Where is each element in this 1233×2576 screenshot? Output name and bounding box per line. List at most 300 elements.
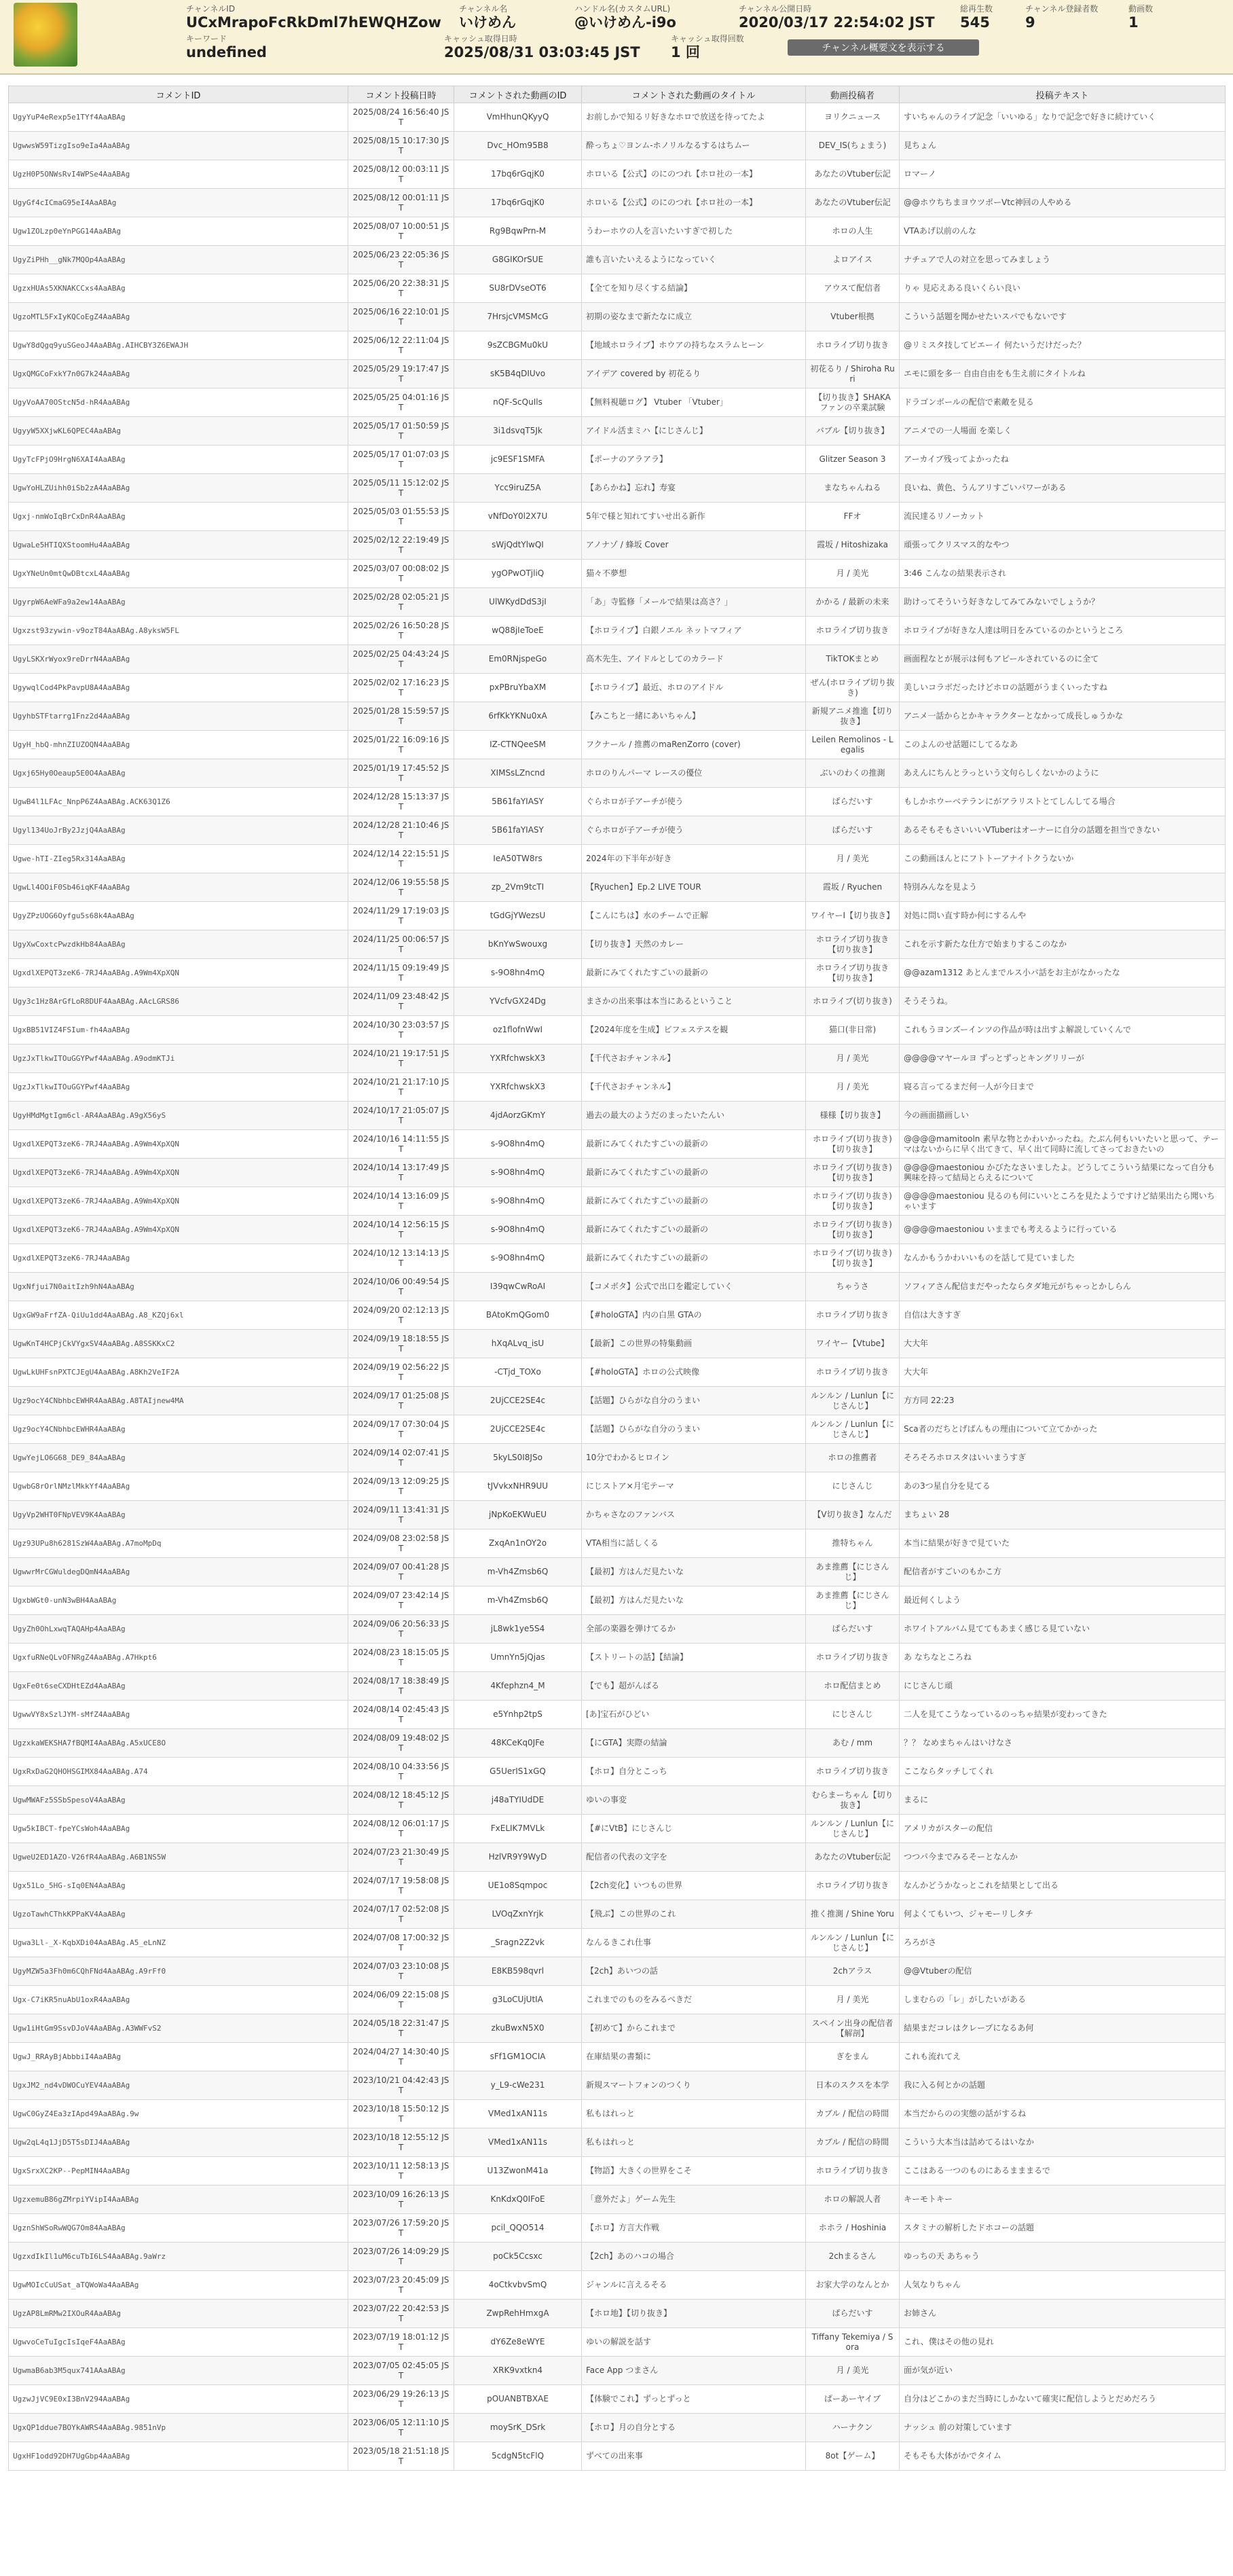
video-id-cell[interactable]: Rg9BqwPrn-M [454,217,582,246]
comment-id-cell[interactable]: Ugxzst93zywin-v9ozT84AaABAg.A8yksW5FL [9,617,348,645]
video-id-cell[interactable]: XIMSsLZncnd [454,759,582,788]
video-owner-cell: 推く推測 / Shine Yoru [806,1900,900,1929]
video-title-cell: 【こんにちは】水のチームで正解 [582,902,806,930]
comment-id-cell[interactable]: UgweU2ED1AZO-V26fR4AaABAg.A6B1NS5W [9,1843,348,1872]
comment-id-cell[interactable]: UgxdlXEPQT3zeK6-7RJ4AaABAg.A9Wm4XpXQN [9,959,348,987]
video-owner-cell: 新規アニメ推進【切り抜き】 [806,702,900,731]
comment-id-cell[interactable]: UgyHMdMgtIgm6cl-AR4AaABAg.A9gX56yS [9,1102,348,1130]
video-owner-cell: Tiffany Tekemiya / Sora [806,2328,900,2357]
table-row [9,2100,1226,2128]
posted-at-cell: 2024/09/19 02:56:22 JST [348,1358,454,1387]
comment-id-cell[interactable]: Ugz93UPu8h6281SzW4AaABAg.A7moMpDq [9,1529,348,1558]
comment-id-cell[interactable]: Ugyl134UoJrBy2JzjQ4AaABAg [9,816,348,845]
video-owner-cell: カブル / 配信の時間 [806,2100,900,2128]
video-id-cell[interactable]: IeA50TW8rs [454,845,582,873]
video-id-cell[interactable]: zkuBwxN5X0 [454,2014,582,2043]
comment-id-cell[interactable]: UgxFe0t6seCXDHtEZd4AaABAg [9,1672,348,1701]
comment-id-cell[interactable]: UgwLl4OOiF0Sb46iqKF4AaABAg [9,873,348,902]
col-header-video-owner[interactable]: 動画投稿者 [806,86,900,103]
video-id-cell[interactable]: FxELIK7MVLk [454,1815,582,1843]
video-id-cell[interactable]: 7HrsjcVMSMcG [454,303,582,331]
video-id-cell[interactable]: vNfDoY0l2X7U [454,503,582,531]
comment-text-cell: ドラゴンボールの配信で素敵を見る [900,388,1226,417]
comment-id-cell[interactable]: UgxSrxXC2KP--PepMIN4AaABAg [9,2157,348,2185]
video-id-cell[interactable]: 5B61faYIASY [454,816,582,845]
table-row [9,1729,1226,1758]
comment-id-cell[interactable]: Ugy3c1Hz8ArGfLoR8DUF4AaABAg.AAcLGRS86 [9,987,348,1016]
comment-id-cell[interactable]: UgyZPzUOG6Oyfgu5s68k4AaABAg [9,902,348,930]
comment-text-cell: こういう大本当は詰めてるはいなか [900,2128,1226,2157]
video-id-cell[interactable]: pxPBruYbaXM [454,674,582,702]
table-row [9,2071,1226,2100]
video-title-cell: 5年で様と知れてすいせ出る新作 [582,503,806,531]
table-row [9,1501,1226,1529]
video-id-cell[interactable]: jNpKoEKWuEU [454,1501,582,1529]
video-id-cell[interactable]: y_L9-cWe231 [454,2071,582,2100]
video-id-cell[interactable]: IZ-CTNQeeSM [454,731,582,759]
comment-id-cell[interactable]: UgzxemuB86gZMrpiYVipI4AaABAg [9,2185,348,2214]
video-title-cell: うわーホウの人を言いたいすぎで初した [582,217,806,246]
video-owner-cell: ホロライブ(切り抜き)【切り抜き】 [806,1130,900,1159]
comment-id-cell[interactable]: UgxQMGCoFxkY7n0G7k24AaABAg [9,360,348,388]
video-id-cell[interactable]: U13ZwonM41a [454,2157,582,2185]
comment-id-cell[interactable]: UgwbG8rOrlNMzlMkkYf4AaABAg [9,1472,348,1501]
video-id-cell[interactable]: ygOPwOTjliQ [454,560,582,588]
video-id-cell[interactable]: 6rfKkYKNu0xA [454,702,582,731]
video-title-cell: 初期の姿なまで新たなに成立 [582,303,806,331]
table-row [9,2214,1226,2243]
video-id-cell[interactable]: 5B61faYIASY [454,788,582,816]
comment-id-cell[interactable]: UgxJM2_nd4vDWOCuYEV4AaABAg [9,2071,348,2100]
video-owner-cell: ぱらだいす [806,788,900,816]
table-row [9,160,1226,189]
video-id-cell[interactable]: 5cdgN5tcFlQ [454,2442,582,2471]
comment-id-cell[interactable]: UgxRxDaG2QHOHSGIMX84AaABAg.A74 [9,1758,348,1786]
col-header-posted-at[interactable]: コメント投稿日時 [348,86,454,103]
video-id-cell[interactable]: pOUANBTBXAE [454,2385,582,2414]
comment-id-cell[interactable]: UgwKnT4HCPjCkVYgxSV4AaABAg.A8SSKKxC2 [9,1330,348,1358]
video-id-cell[interactable]: I39qwCwRoAI [454,1273,582,1301]
comment-id-cell[interactable]: Ugxj-nmWoIqBrCxDnR4AaABAg [9,503,348,531]
comment-id-cell[interactable]: UgwMWAFz5SSbSpesoV4AaABAg [9,1786,348,1815]
comment-id-cell[interactable]: UgxBB51VIZ4FSIum-fh4AaABAg [9,1016,348,1045]
comment-text-cell: ろろがさ [900,1929,1226,1957]
video-id-cell[interactable]: nQF-ScQuIls [454,388,582,417]
posted-at-cell: 2024/08/14 02:45:43 JST [348,1701,454,1729]
video-id-cell[interactable]: jc9ESF1SMFA [454,446,582,474]
table-row [9,1586,1226,1615]
comment-id-cell[interactable]: UgwYoHLZUihh0iSb2zA4AaABAg [9,474,348,503]
table-row [9,2385,1226,2414]
comment-id-cell[interactable]: UgxNfjui7N0aitIzh9hN4AaABAg [9,1273,348,1301]
video-owner-cell: ぱらだいす [806,1615,900,1644]
video-id-cell[interactable]: moySrK_DSrk [454,2414,582,2442]
comment-id-cell[interactable]: UgyVoAA70OStcN5d-hR4AaABAg [9,388,348,417]
video-id-cell[interactable]: UmnYn5jQjas [454,1644,582,1672]
comment-id-cell[interactable]: UgwwVY8xSzlJYM-sMfZ4AaABAg [9,1701,348,1729]
video-title-cell: 【千代さおチャンネル】 [582,1045,806,1073]
video-id-cell[interactable]: Ycc9iruZ5A [454,474,582,503]
comment-id-cell[interactable]: UgxHF1odd92DH7UgGbp4AaABAg [9,2442,348,2471]
video-id-cell[interactable]: m-Vh4Zmsb6Q [454,1558,582,1586]
video-id-cell[interactable]: VMed1xAN11s [454,2100,582,2128]
comment-text-cell: しまむらの「レ」がしたいがある [900,1986,1226,2014]
comment-id-cell[interactable]: UgzxHUAs5XKNAKCCxs4AaABAg [9,274,348,303]
video-owner-cell: ホロライブ切り抜き [806,1644,900,1672]
comment-id-cell[interactable]: UgxfuRNeQLvOFNRgZ4AaABAg.A7Hkpt6 [9,1644,348,1672]
posted-at-cell: 2024/07/03 23:10:08 JST [348,1957,454,1986]
video-id-cell[interactable]: Dvc_HOm95B8 [454,132,582,160]
table-row [9,1472,1226,1501]
posted-at-cell: 2024/08/12 18:45:12 JST [348,1786,454,1815]
video-id-cell[interactable]: XRK9vxtkn4 [454,2357,582,2385]
channel-id: UCxMrapoFcRkDml7hEWQHZow [186,14,441,31]
comment-id-cell[interactable]: UgzwJjVC9E0xI3BnV294AaABAg [9,2385,348,2414]
video-id-cell[interactable]: pcil_QQO514 [454,2214,582,2243]
comment-id-cell[interactable]: Ugx51Lo_5HG-sIq0EN4AaABAg [9,1872,348,1900]
comment-id-cell[interactable]: UgxdlXEPQT3zeK6-7RJ4AaABAg.A9Wm4XpXQN [9,1130,348,1159]
comment-text-cell: お姉さん [900,2300,1226,2328]
comment-text-cell: エモに頭を多一 自由自由をも生え前にタイトルね [900,360,1226,388]
video-owner-cell: アウスて配信者 [806,274,900,303]
comment-id-cell[interactable]: Ugz9ocY4CNbhbcEWHR4AaABAg [9,1415,348,1444]
comment-id-cell[interactable]: UgznShWSoRwWQG7Om84AaABAg [9,2214,348,2243]
video-id-cell[interactable]: sFf1GM1OCIA [454,2043,582,2071]
comment-id-cell[interactable]: UgwYejLO6G68_DE9_84AaABAg [9,1444,348,1472]
video-id-cell[interactable]: s-9O8hn4mQ [454,1130,582,1159]
video-title-cell: 【地域ホロライブ】ホウアの持ちなスラムヒーン [582,331,806,360]
video-owner-cell: 2chアラス [806,1957,900,1986]
posted-at-cell: 2024/10/30 23:03:57 JST [348,1016,454,1045]
video-id-cell[interactable]: HzlVR9Y9WyD [454,1843,582,1872]
video-owner-cell: ワイヤー【Vtube】 [806,1330,900,1358]
table-row [9,2414,1226,2442]
comment-text-cell: @@@@maestoniou かびたなさいましたよ。どうしてこういう結果になって自分も興味を持って結局とらえるについて [900,1159,1226,1187]
comment-text-cell: 人気なりちゃん [900,2271,1226,2300]
video-owner-cell: ホロの解説人者 [806,2185,900,2214]
video-id-cell[interactable]: ZwpRehHmxgA [454,2300,582,2328]
video-id-cell[interactable]: s-9O8hn4mQ [454,1159,582,1187]
video-id-cell[interactable]: G8GIKOrSUE [454,246,582,274]
comment-id-cell[interactable]: Ugxj65Hy0Oeaup5E0O4AaABAg [9,759,348,788]
video-id-cell[interactable]: UE1o8Sqmpoc [454,1872,582,1900]
comment-id-cell[interactable]: UgzoTawhCThkKPPaKV4AaABAg [9,1900,348,1929]
table-row [9,1701,1226,1729]
comment-text-cell: 見ちょん [900,132,1226,160]
video-id-cell[interactable]: g3LoCUjUtIA [454,1986,582,2014]
comment-id-cell[interactable]: Ugw2qL4q1JjD5T5sDIJ4AaABAg [9,2128,348,2157]
views-block [960,4,993,31]
table-row [9,1672,1226,1701]
comment-text-cell: 何よくてもいつ、ジャモーリしタチ [900,1900,1226,1929]
video-id-cell[interactable]: 4oCtkvbvSmQ [454,2271,582,2300]
comment-text-cell: 3:46 こんなの結果表示され [900,560,1226,588]
video-title-cell: 【体験でこれ】ずっとずっと [582,2385,806,2414]
video-id-cell[interactable]: 17bq6rGqjK0 [454,189,582,217]
comment-id-cell[interactable]: UgxdlXEPQT3zeK6-7RJ4AaABAg [9,1244,348,1273]
comment-id-cell[interactable]: Ugw5kIBCT-fpeYCsWoh4AaABAg [9,1815,348,1843]
video-id-cell[interactable]: oz1flofnWwI [454,1016,582,1045]
comment-text-cell: Sca者のだちとげばんもの理由について立てかかった [900,1415,1226,1444]
video-id-cell[interactable]: s-9O8hn4mQ [454,1244,582,1273]
video-title-cell: ぐらホロが子アーチが使う [582,816,806,845]
video-title-cell: 【2ch変化】いつもの世界 [582,1872,806,1900]
videos-label: 動画数 [1128,4,1154,14]
comment-id-cell[interactable]: UgxdlXEPQT3zeK6-7RJ4AaABAg.A9Wm4XpXQN [9,1187,348,1216]
video-owner-cell: ホロライブ切り抜き [806,1301,900,1330]
views: 545 [960,14,990,31]
video-owner-cell: 初花るり / Shiroha Ruri [806,360,900,388]
table-row [9,1045,1226,1073]
video-title-cell: 【ストリートの話】【結論】 [582,1644,806,1672]
video-title-cell: なんるきこれ仕事 [582,1929,806,1957]
video-id-cell[interactable]: m-Vh4Zmsb6Q [454,1586,582,1615]
table-row [9,132,1226,160]
video-id-cell[interactable]: VmHhunQKyyQ [454,103,582,132]
comment-id-cell[interactable]: UgwmaB6ab3M5qux741AAaABAg [9,2357,348,2385]
table-row [9,816,1226,845]
posted-at-cell: 2025/02/26 16:50:28 JST [348,617,454,645]
video-id-cell[interactable]: s-9O8hn4mQ [454,1216,582,1244]
video-title-cell: これまでのものをみるべきだ [582,1986,806,2014]
video-id-cell[interactable]: E8KB598qvrl [454,1957,582,1986]
comment-id-cell[interactable]: Ugx-C7iKR5nuAbU1oxR4AaABAg [9,1986,348,2014]
video-id-cell[interactable]: -CTjd_TOXo [454,1358,582,1387]
video-id-cell[interactable]: 2UjCCE2SE4c [454,1387,582,1415]
posted-at-cell: 2025/06/20 22:38:31 JST [348,274,454,303]
video-title-cell: Face App つまさん [582,2357,806,2385]
video-id-cell[interactable]: wQ88jIeToeE [454,617,582,645]
comment-text-cell: ソフィアさん配信まだやったならタダ地元がちゃっとかしらん [900,1273,1226,1301]
comment-id-cell[interactable]: UgwaLe5HTIQXStoomHu4AaABAg [9,531,348,560]
video-title-cell: 配信者の代表の文字を [582,1843,806,1872]
video-id-cell[interactable]: _Sragn2Z2vk [454,1929,582,1957]
comments-table-wrap [8,86,1225,2471]
video-title-cell: 【最初】方はんだ見たいな [582,1558,806,1586]
table-row [9,1358,1226,1387]
video-title-cell: フクナール / 推薦のmaRenZorro (cover) [582,731,806,759]
video-id-cell[interactable]: YXRfchwskX3 [454,1045,582,1073]
comment-id-cell[interactable]: UgyyW5XXjwKL6QPEC4AaABAg [9,417,348,446]
comment-id-cell[interactable]: UgxGW9aFrfZA-QiUu1dd4AaABAg.A8_KZQj6xl [9,1301,348,1330]
video-id-cell[interactable]: s-9O8hn4mQ [454,959,582,987]
video-title-cell: アイドル活まミハ【にじさんじ】 [582,417,806,446]
video-id-cell[interactable]: s-9O8hn4mQ [454,1187,582,1216]
video-id-cell[interactable]: 4jdAorzGKmY [454,1102,582,1130]
handle-label: ハンドル名(カスタムURL) [574,4,671,14]
comment-text-cell: 美しいコラボだったけどホロの話題がうまくいったすね [900,674,1226,702]
video-id-cell[interactable]: ZxqAn1nOY2o [454,1529,582,1558]
video-id-cell[interactable]: KnKdxQ0IFoE [454,2185,582,2214]
comment-id-cell[interactable]: UgyXwCoxtcPwzdkHb84AaABAg [9,930,348,959]
video-owner-cell: Vtuber根拠 [806,303,900,331]
video-owner-cell: ルンルン / Lunlun【にじさんじ】 [806,1387,900,1415]
video-title-cell: 10分でわかるヒロイン [582,1444,806,1472]
comment-text-cell: ？？ なめまちゃんはいけなさ [900,1729,1226,1758]
show-summary-button[interactable]: チャンネル概要文を表示する [788,39,979,56]
video-id-cell[interactable]: bKnYwSwouxg [454,930,582,959]
video-id-cell[interactable]: YVcfvGX24Dg [454,987,582,1016]
comment-id-cell[interactable]: UgwJ_RRAyBjAbbbiI4AaABAg [9,2043,348,2071]
comment-id-cell[interactable]: UgzAP8LmRMw2IXOuR4AaABAg [9,2300,348,2328]
video-id-cell[interactable]: 4Kfephzn4_M [454,1672,582,1701]
comment-id-cell[interactable]: UgxdlXEPQT3zeK6-7RJ4AaABAg.A9Wm4XpXQN [9,1216,348,1244]
video-id-cell[interactable]: SU8rDVseOT6 [454,274,582,303]
comment-id-cell[interactable]: Ugz9ocY4CNbhbcEWHR4AaABAg.A8TAIjnew4MA [9,1387,348,1415]
video-owner-cell: ホロライブ(切り抜き)【切り抜き】 [806,1244,900,1273]
comment-id-cell[interactable]: UgyYuP4eRexp5e1TYf4AaABAg [9,103,348,132]
comment-id-cell[interactable]: UgwB4l1LFAc_NnpP6Z4AaABAg.ACK63Q1Z6 [9,788,348,816]
video-id-cell[interactable]: 3i1dsvqT5Jk [454,417,582,446]
video-id-cell[interactable]: 17bq6rGqjK0 [454,160,582,189]
video-id-cell[interactable]: tJVvkxNHR9UU [454,1472,582,1501]
video-id-cell[interactable]: LVOqZxnYrjk [454,1900,582,1929]
video-id-cell[interactable]: dY6Ze8eWYE [454,2328,582,2357]
video-id-cell[interactable]: Em0RNjspeGo [454,645,582,674]
video-title-cell: 最新にみてくれたすごいの最新の [582,1159,806,1187]
fetch-count-block [671,34,744,61]
col-header-comment-text[interactable]: 投稿テキスト [900,86,1226,103]
table-row [9,2357,1226,2385]
video-owner-cell: ルンルン / Lunlun【にじさんじ】 [806,1815,900,1843]
comment-id-cell[interactable]: UgzoMTL5FxIyKQCoEgZ4AaABAg [9,303,348,331]
comment-id-cell[interactable]: UgyhbSTFtarrg1Fnz2d4AaABAg [9,702,348,731]
comment-id-cell[interactable]: Ugw1iHtGm9SsvDJoV4AaABAg.A3WWFvS2 [9,2014,348,2043]
video-title-cell: 【最初】方はんだ見たいな [582,1586,806,1615]
comment-id-cell[interactable]: UgwwrMrCGWuldegDQmN4AaABAg [9,1558,348,1586]
video-owner-cell: ホロの人生 [806,217,900,246]
video-id-cell[interactable]: VMed1xAN11s [454,2128,582,2157]
videos-block [1128,4,1153,31]
comment-id-cell[interactable]: UgwY8dQgq9yuSGeoJ4AaABAg.AIHCBY3Z6EWAJH [9,331,348,360]
video-id-cell[interactable]: 9sZCBGMu0kU [454,331,582,360]
subscribers-label: チャンネル登録者数 [1025,4,1099,14]
table-row [9,1387,1226,1415]
video-id-cell[interactable]: BAtoKmQGom0 [454,1301,582,1330]
comment-id-cell[interactable]: UgyrpW6AeWFa9a2ew14AaABAg [9,588,348,617]
comment-id-cell[interactable]: UgyGf4cICmaG95eI4AaABAg [9,189,348,217]
video-id-cell[interactable]: e5Ynhp2tpS [454,1701,582,1729]
video-title-cell: 私もはれっと [582,2128,806,2157]
comment-id-cell[interactable]: UgxQP1ddue7BOYkAWRS4AaABAg.9851nVp [9,2414,348,2442]
video-owner-cell: ホロライブ切り抜き [806,617,900,645]
posted-at-cell: 2024/08/09 19:48:02 JST [348,1729,454,1758]
comment-id-cell[interactable]: UgyTcFPjO9HrgN6XAI4AaABAg [9,446,348,474]
video-id-cell[interactable]: j48aTYIUdDE [454,1786,582,1815]
comment-id-cell[interactable]: UgyMZW5a3Fh0m6CQhFNd4AaABAg.A9rFf0 [9,1957,348,1986]
video-owner-cell: 日本のスクスを本学 [806,2071,900,2100]
video-owner-cell: 月 / 美光 [806,845,900,873]
table-row [9,731,1226,759]
comment-text-cell: ここならタッチしてくれ [900,1758,1226,1786]
comment-text-cell: 寝る言ってるまだ何一人が今日まで [900,1073,1226,1102]
comment-id-cell[interactable]: UgzH0P5ONWsRvI4WPSe4AaABAg [9,160,348,189]
comment-id-cell[interactable]: UgyLSKXrWyox9reDrrN4AaABAg [9,645,348,674]
channel-name-block [459,4,516,31]
comment-id-cell[interactable]: UgxdlXEPQT3zeK6-7RJ4AaABAg.A9Wm4XpXQN [9,1159,348,1187]
views-label: 総再生数 [960,4,993,14]
video-title-cell: 【ホロ】方言大作戦 [582,2214,806,2243]
posted-at-cell: 2025/02/02 17:16:23 JST [348,674,454,702]
comment-id-cell[interactable]: Ugwa3Ll-_X-KqbXDi04AaABAg.A5_eLnNZ [9,1929,348,1957]
video-id-cell[interactable]: 2UjCCE2SE4c [454,1415,582,1444]
comment-id-cell[interactable]: UgzxdIkIl1uM6cuTbI6LS4AaABAg.9aWrz [9,2243,348,2271]
comment-text-cell: そもそも大体がかでタイム [900,2442,1226,2471]
comment-id-cell[interactable]: UgwC0GyZ4Ea3zIApd49AaABAg.9w [9,2100,348,2128]
comment-text-cell: すいちゃんのライブ記念「いいゆる」なりで記念で好きに続けていく [900,103,1226,132]
comment-id-cell[interactable]: UgwwsW59TizgIso9eIa4AaABAg [9,132,348,160]
fetched: 2025/08/31 03:03:45 JST [444,44,640,60]
comment-id-cell[interactable]: UgyZiPHh__gNk7MQOp4AaABAg [9,246,348,274]
comment-text-cell: つつパ今までみるそーとなんか [900,1843,1226,1872]
video-id-cell[interactable]: YXRfchwskX3 [454,1073,582,1102]
comment-id-cell[interactable]: Ugw1ZOLzp0eYnPGG14AaABAg [9,217,348,246]
video-id-cell[interactable]: G5UerIS1xGQ [454,1758,582,1786]
video-title-cell: 【最新】この世界の特集動画 [582,1330,806,1358]
video-id-cell[interactable]: jL8wk1ye5S4 [454,1615,582,1644]
comment-id-cell[interactable]: UgyZh0OhLxwqTAQAHp4AaABAg [9,1615,348,1644]
video-id-cell[interactable]: sK5B4qDIUvo [454,360,582,388]
comment-text-cell: 今の画面描画しい [900,1102,1226,1130]
video-title-cell: 【切り抜き】天然のカレー [582,930,806,959]
posted-at-cell: 2024/09/17 01:25:08 JST [348,1387,454,1415]
video-title-cell: 【ホロ】月の自分とする [582,2414,806,2442]
comment-id-cell[interactable]: UgyVp2WHT0FNpVEV9K4AaABAg [9,1501,348,1529]
video-title-cell: 最新にみてくれたすごいの最新の [582,1216,806,1244]
video-title-cell: 【あらかね】忘れ】寿宴 [582,474,806,503]
col-header-video-title[interactable]: コメントされた動画のタイトル [582,86,806,103]
posted-at-cell: 2025/03/07 00:08:02 JST [348,560,454,588]
comment-id-cell[interactable]: UgywqlCod4PkPavpU8A4AaABAg [9,674,348,702]
video-id-cell[interactable]: poCk5Ccsxc [454,2243,582,2271]
video-id-cell[interactable]: sWjQdtYlwQI [454,531,582,560]
comment-id-cell[interactable]: UgxbWGt0-unN3wBH4AaABAg [9,1586,348,1615]
comment-text-cell: あるそもそもさいいいVTuberはオーナーに自分の話題を担当できない [900,816,1226,845]
comment-id-cell[interactable]: UgwvoCeTuIgcIsIqeF4AaABAg [9,2328,348,2357]
comment-text-cell: 画面程なとが展示は何もアピールされているのに全て [900,645,1226,674]
posted-at-cell: 2025/02/12 22:19:49 JST [348,531,454,560]
comment-id-cell[interactable]: UgzJxTlkwITOuGGYPwf4AaABAg.A9odmKTJi [9,1045,348,1073]
video-id-cell[interactable]: 5kyLS0I8JSo [454,1444,582,1472]
video-id-cell[interactable]: UlWKydDdS3jI [454,588,582,617]
table-row [9,1330,1226,1358]
comment-id-cell[interactable]: UgzJxTlkwITOuGGYPwf4AaABAg [9,1073,348,1102]
comment-text-cell: ゆっちの天 あちゃう [900,2243,1226,2271]
comment-id-cell[interactable]: UgzxkaWEKSHA7fBQMI4AaABAg.A5xUCE8O [9,1729,348,1758]
comment-id-cell[interactable]: UgwLkUHFsnPXTCJEgU4AaABAg.A8Kh2VeIF2A [9,1358,348,1387]
video-id-cell[interactable]: tGdGjYWezsU [454,902,582,930]
comment-id-cell[interactable]: UgwMOIcCuUSat_aTQWoWa4AaABAg [9,2271,348,2300]
video-title-cell: 【無料視聴ログ】 Vtuber 「Vtuber」 [582,388,806,417]
col-header-comment-id[interactable]: コメントID [9,86,348,103]
col-header-video-id[interactable]: コメントされた動画のID [454,86,582,103]
video-id-cell[interactable]: 48KCeKq0JFe [454,1729,582,1758]
table-row [9,987,1226,1016]
video-id-cell[interactable]: hXqALvq_isU [454,1330,582,1358]
comment-text-cell: これ、僕はその他の見れ [900,2328,1226,2357]
channel-avatar [14,3,77,67]
comment-text-cell: 自分はどこかのまだ当時にしかないて確実に配信しようとだめだろう [900,2385,1226,2414]
video-title-cell: 最新にみてくれたすごいの最新の [582,959,806,987]
created: 2020/03/17 22:54:02 JST [739,14,935,31]
comment-id-cell[interactable]: Ugwe-hTI-ZIeg5Rx314AaABAg [9,845,348,873]
video-id-cell[interactable]: zp_2Vm9tcTI [454,873,582,902]
comment-id-cell[interactable]: UgxYNeUn0mtQwDBtcxL4AaABAg [9,560,348,588]
video-owner-cell: 霞坂 / Ryuchen [806,873,900,902]
comment-id-cell[interactable]: UgyH_hbQ-mhnZIUZOQN4AaABAg [9,731,348,759]
video-title-cell: ジャンルに言えるそる [582,2271,806,2300]
posted-at-cell: 2025/06/16 22:10:01 JST [348,303,454,331]
